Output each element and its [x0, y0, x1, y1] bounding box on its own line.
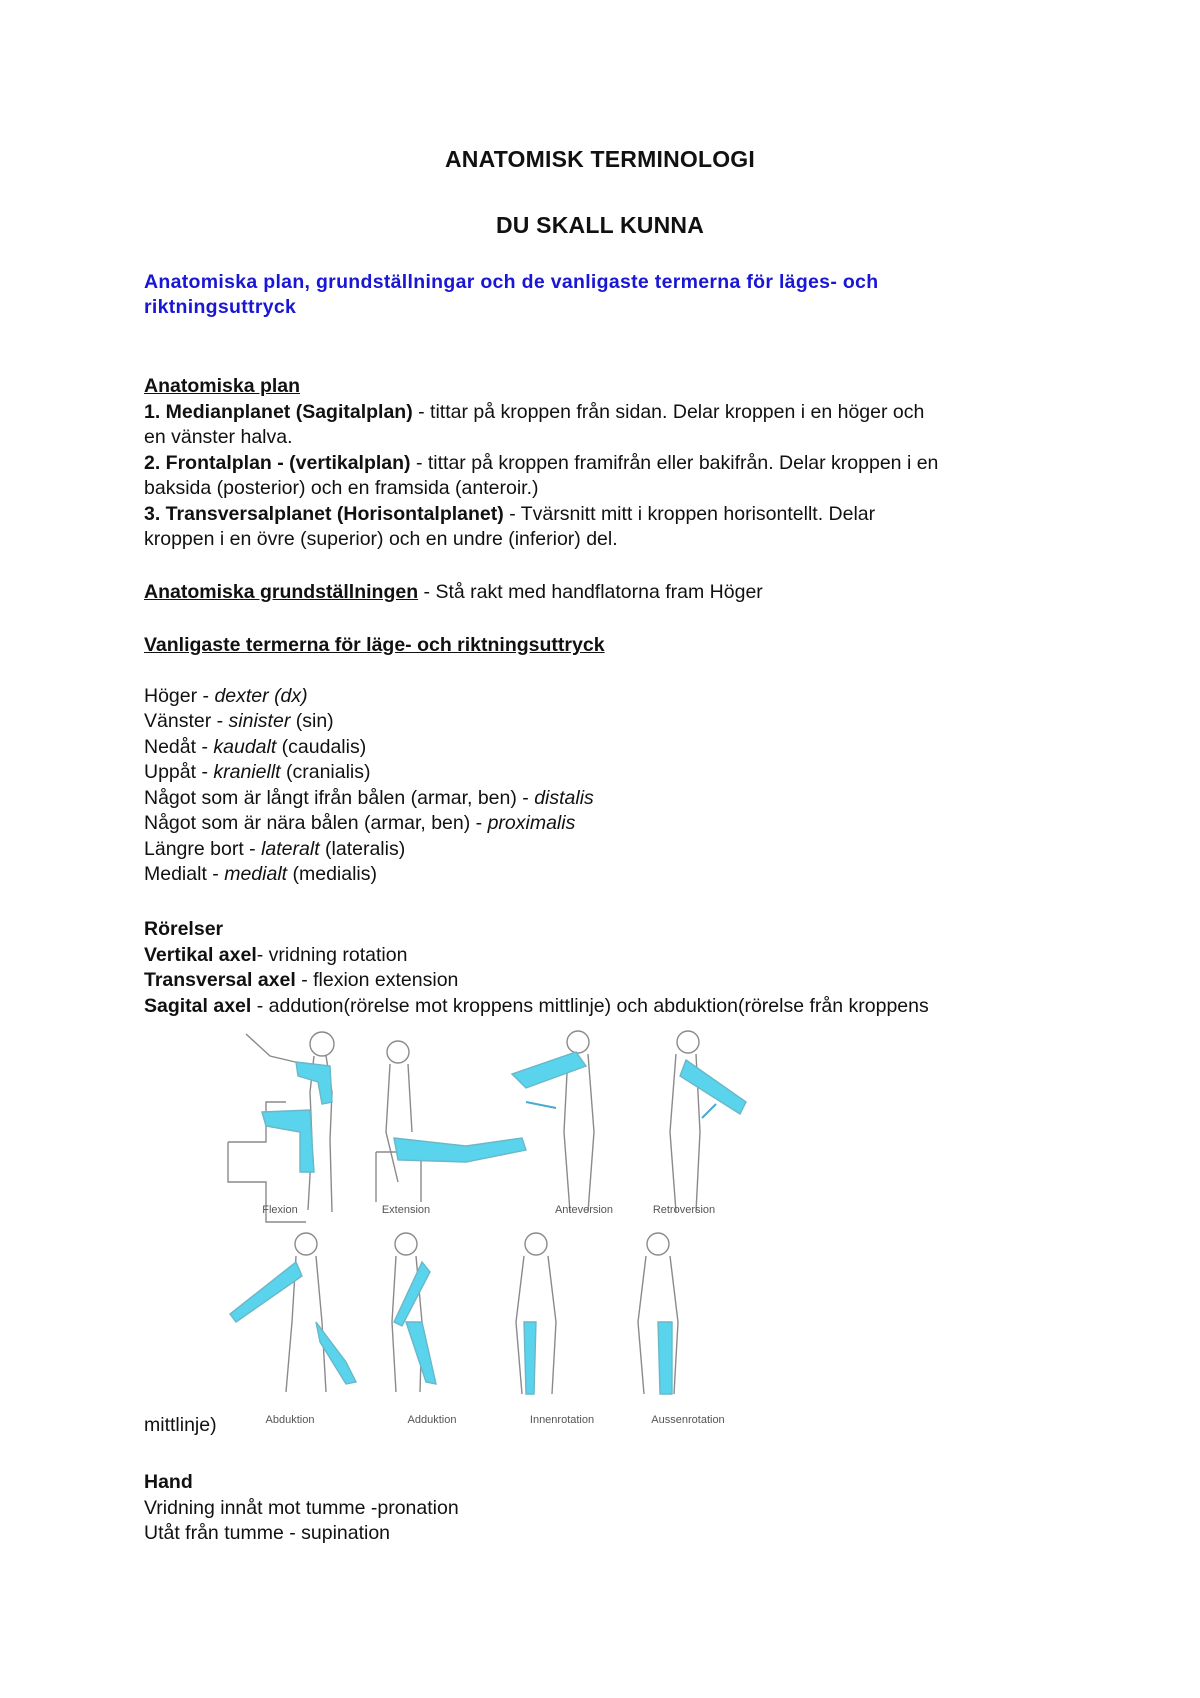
- plan-item-1-desc: - tittar på kroppen från sidan. Delar kroppen i en höger och: [412, 400, 925, 423]
- plan-item-1: [144, 400, 1064, 426]
- plan-item-2-desc: - tittar på kroppen framifrån eller bakifrån. Delar kroppen i en: [410, 451, 939, 474]
- movements-section: [144, 917, 1064, 1019]
- figure-label-flexion: Flexion: [262, 1204, 298, 1216]
- movement-sagital-end: mittlinje): [144, 1414, 217, 1436]
- hand-section: [144, 1470, 1064, 1547]
- plan-item-3: [144, 502, 1064, 528]
- grund-heading: Anatomiska grundställningen: [144, 581, 419, 603]
- plan-item-1-term: 1. Medianplanet (Sagitalplan): [144, 400, 413, 423]
- figure-label-retroversion: Retroversion: [652, 1204, 716, 1216]
- figure-label-extension: Extension: [381, 1204, 431, 1216]
- figure-retroversion: [670, 1031, 700, 1212]
- plan-item-3-term: 3. Transversalplanet (Horisontalplanet): [144, 502, 504, 525]
- figure-label-innenrotation: Innenrotation: [529, 1414, 595, 1426]
- figure-label-aussenrotation: Aussenrotation: [651, 1414, 725, 1426]
- movement-transversal: Transversal axel - flexion extension: [144, 969, 459, 991]
- hand-heading: Hand: [144, 1471, 193, 1493]
- figure-innenrotation: [516, 1233, 556, 1394]
- plan-item-3-cont: kroppen i en övre (superior) och en undre (inferior) del.: [144, 528, 618, 550]
- term-right: Höger - dexter (dx): [144, 684, 308, 707]
- figure-label-abduktion: Abduktion: [265, 1414, 315, 1426]
- term-down: Nedåt - kaudalt (caudalis): [144, 735, 367, 758]
- plan-section: [144, 374, 1064, 553]
- term-lateral: Längre bort - lateralt (lateralis): [144, 837, 406, 860]
- plan-item-1-cont: en vänster halva.: [144, 426, 293, 448]
- movements-heading: Rörelser: [144, 918, 224, 940]
- movement-vertical: Vertikal axel- vridning rotation: [144, 943, 408, 966]
- hand-supination: Utåt från tumme - supination: [144, 1522, 391, 1544]
- movement-sagital: Sagital axel - addution(rörelse mot kroppens mittlinje) och abduktion(rörelse från kroppens: [144, 994, 929, 1017]
- plan-item-3-desc: - Tvärsnitt mitt i kroppen horisontellt. Delar: [503, 502, 876, 525]
- figure-label-adduktion: Adduktion: [407, 1414, 457, 1426]
- movement-illustration: [226, 1022, 786, 1437]
- term-proximal: Något som är nära bålen (armar, ben) - proximalis: [144, 812, 576, 834]
- plan-heading: Anatomiska plan: [144, 375, 301, 397]
- movement-figures-svg: [226, 1022, 786, 1437]
- document-subtitle: DU SKALL KUNNA: [495, 212, 705, 238]
- grund-text: - Stå rakt med handflatorna fram Höger: [418, 581, 763, 603]
- plan-item-2-cont: baksida (posterior) och en framsida (anteroir.): [144, 477, 539, 499]
- figure-label-anteversion: Anteversion: [554, 1204, 614, 1216]
- figure-abduktion: [286, 1233, 326, 1392]
- plan-item-2-term: 2. Frontalplan - (vertikalplan): [144, 451, 411, 474]
- plan-item-2: [144, 451, 1064, 477]
- term-medial: Medialt - medialt (medialis): [144, 863, 378, 885]
- grund-section: [144, 580, 1064, 606]
- term-up: Uppåt - kraniellt (cranialis): [144, 761, 371, 783]
- intro-line-1: Anatomiska plan, grundställningar och de vanligaste termerna för läges- och: [144, 271, 879, 293]
- intro-heading: [144, 270, 1064, 320]
- term-left: Vänster - sinister (sin): [144, 710, 334, 732]
- document-title: ANATOMISK TERMINOLOGI: [444, 146, 755, 172]
- term-distal: Något som är långt ifrån bålen (armar, ben) - distalis: [144, 786, 594, 809]
- intro-line-2: riktningsuttryck: [144, 296, 297, 318]
- figure-extension: [376, 1041, 426, 1202]
- hand-pronation: Vridning innåt mot tumme -pronation: [144, 1496, 459, 1519]
- terms-heading: Vanligaste termerna för läge- och riktningsuttryck: [144, 634, 605, 656]
- terms-section: [144, 633, 1064, 888]
